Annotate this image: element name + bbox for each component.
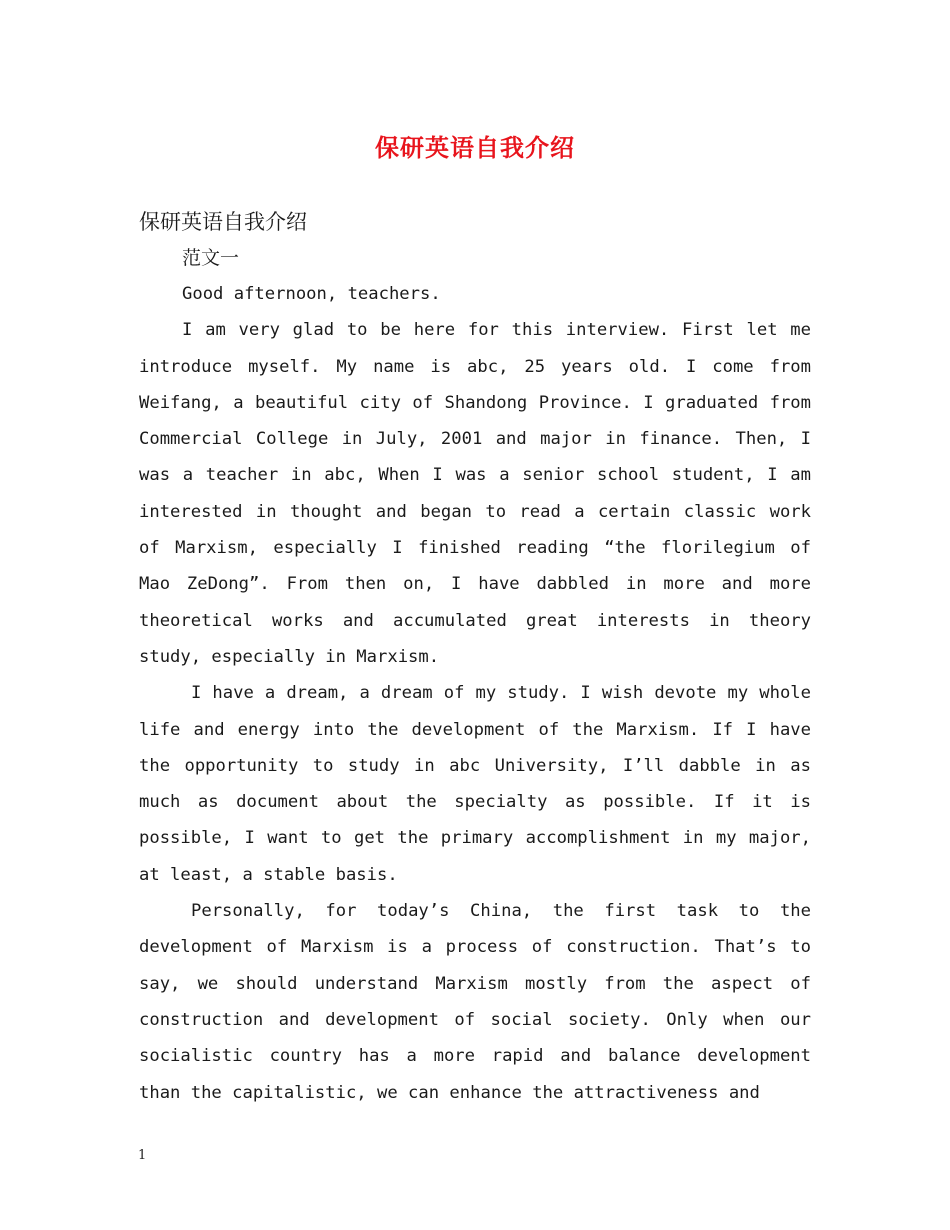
paragraph-introduction: I am very glad to be here for this interview. First let me introduce myself. My name is abc, 25 years old. I come from Weifang, a beautiful city of Shandong Province. I graduated from Commercial College in July, 2001 and major in finance. Then, I was a teacher in abc, When I was a senior school student, I am interested in thought and began to read a certain classic work of Marxism, especially I finished reading “the florilegium of Mao ZeDong”. From then on, I have dabbled in more and more theoretical works and accumulated great interests in theory study, especially in Marxism. [139,320,811,667]
document-subtitle: 保研英语自我介绍 [139,210,307,234]
greeting-line: Good afternoon, teachers. [182,284,441,304]
document-title: 保研英语自我介绍 [375,133,575,162]
document-body [139,200,811,1111]
paragraph-personally: Personally, for today’s China, the first task to the development of Marxism is a process of construction. That’s to say, we should understand Marxism mostly from the aspect of construction and development of social society. Only when our socialistic country has a more rapid and balance development than the capitalistic, we can enhance the attractiveness and [139,901,811,1103]
page-number: 1 [138,1148,147,1163]
section-label: 范文一 [182,247,240,269]
paragraph-dream: I have a dream, a dream of my study. I wish devote my whole life and energy into the development of the Marxism. If I have the opportunity to study in abc University, I’ll dabble in as much as document about the specialty as possible. If it is possible, I want to get the primary accomplishment in my major, at least, a stable basis. [139,683,811,885]
